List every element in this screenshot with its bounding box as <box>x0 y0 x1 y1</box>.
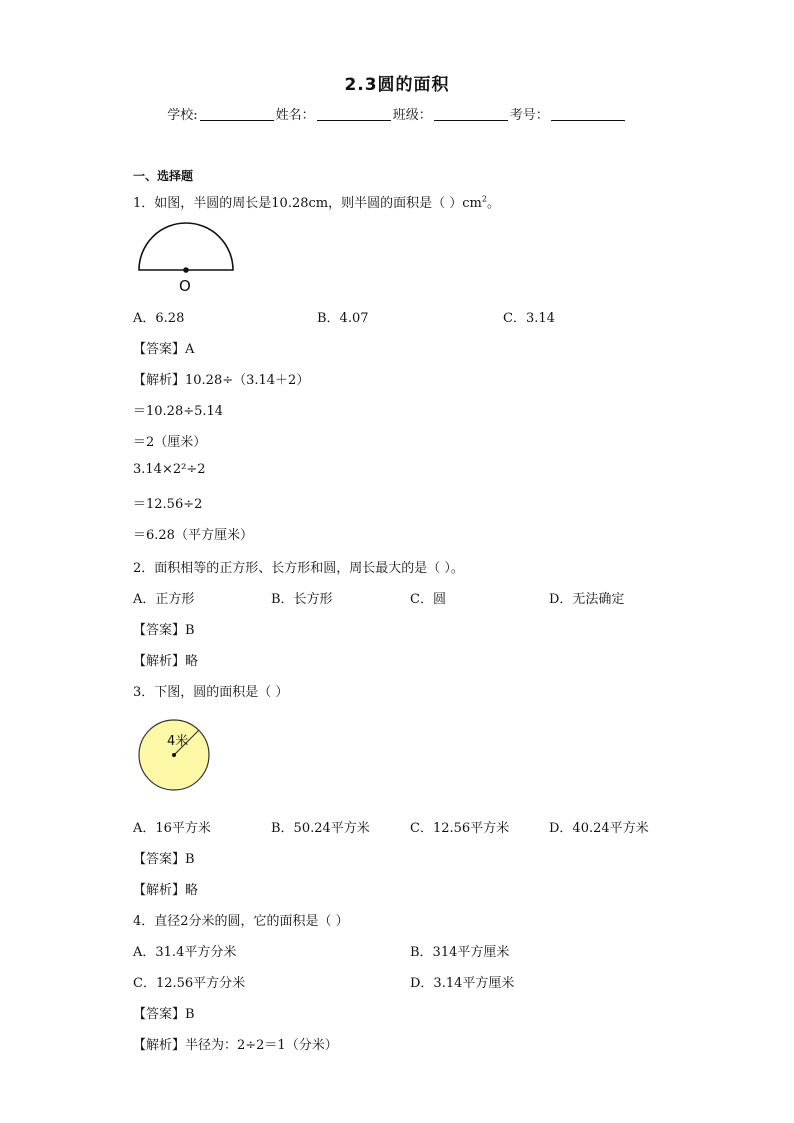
q4-option-d[interactable]: D．3.14平方厘米 <box>410 976 515 991</box>
q1-option-c[interactable]: C．3.14 <box>503 311 555 326</box>
q1-analysis-line-4: 3.14×2²÷2 <box>133 462 206 477</box>
page-title: 2.3圆的面积 <box>344 75 450 95</box>
q2-stem: 2．面积相等的正方形、长方形和圆，周长最大的是（ ）。 <box>133 561 464 576</box>
q1-stem-text: 1．如图，半圆的周长是10.28cm，则半圆的面积是（ ）cm <box>133 196 482 211</box>
q1-analysis-line-5: ＝12.56÷2 <box>133 497 203 512</box>
q1-stem-exponent: 2 <box>481 194 487 204</box>
center-label: O <box>179 277 191 295</box>
q1-stem <box>133 192 500 211</box>
q2-option-d[interactable]: D．无法确定 <box>549 592 625 607</box>
q1-option-b[interactable]: B．4.07 <box>317 311 369 326</box>
q1-answer: 【答案】A <box>133 342 195 357</box>
q1-analysis-line-1: 【解析】10.28÷（3.14＋2） <box>133 373 310 388</box>
radius-label: 4米 <box>167 734 189 749</box>
exam-no-label: 考号： <box>509 108 549 123</box>
name-blank[interactable] <box>317 107 391 121</box>
q3-option-a[interactable]: A．16平方米 <box>133 821 211 836</box>
q4-option-a[interactable]: A．31.4平方分米 <box>133 945 237 960</box>
class-label: 班级： <box>392 108 432 123</box>
q3-option-c[interactable]: C．12.56平方米 <box>410 821 510 836</box>
q1-stem-end: 。 <box>486 196 500 211</box>
q4-analysis: 【解析】半径为：2÷2＝1（分米） <box>133 1038 338 1053</box>
q4-option-b[interactable]: B．314平方厘米 <box>410 945 510 960</box>
q2-answer: 【答案】B <box>133 623 195 638</box>
school-blank[interactable] <box>200 107 274 121</box>
q4-answer: 【答案】B <box>133 1007 195 1022</box>
q1-analysis-line-6: ＝6.28（平方厘米） <box>133 528 253 543</box>
q1-option-a[interactable]: A．6.28 <box>133 311 185 326</box>
q2-option-c[interactable]: C．圆 <box>410 592 446 607</box>
center-point <box>183 267 189 273</box>
q2-option-a[interactable]: A．正方形 <box>133 592 195 607</box>
q3-option-d[interactable]: D．40.24平方米 <box>549 821 649 836</box>
q1-analysis-line-2: ＝10.28÷5.14 <box>133 404 224 419</box>
exam-no-blank[interactable] <box>551 107 625 121</box>
semicircle-shape <box>139 223 233 270</box>
q3-option-b[interactable]: B．50.24平方米 <box>271 821 370 836</box>
q1-analysis-line-3: ＝2（厘米） <box>133 435 207 450</box>
q3-answer: 【答案】B <box>133 852 195 867</box>
student-info-line <box>0 104 794 123</box>
q2-option-b[interactable]: B．长方形 <box>271 592 333 607</box>
semicircle-figure <box>133 218 243 296</box>
q3-stem: 3．下图，圆的面积是（ ） <box>133 685 289 700</box>
q3-analysis: 【解析】略 <box>133 883 199 898</box>
q4-option-c[interactable]: C．12.56平方分米 <box>133 976 246 991</box>
circle-center-point <box>172 753 176 757</box>
q2-analysis: 【解析】略 <box>133 654 199 669</box>
section-heading: 一、选择题 <box>133 169 194 183</box>
class-blank[interactable] <box>434 107 508 121</box>
q4-stem: 4．直径2分米的圆，它的面积是（ ） <box>133 914 349 929</box>
school-label: 学校: <box>167 108 198 123</box>
name-label: 姓名： <box>275 108 315 123</box>
circle-figure <box>136 718 214 796</box>
